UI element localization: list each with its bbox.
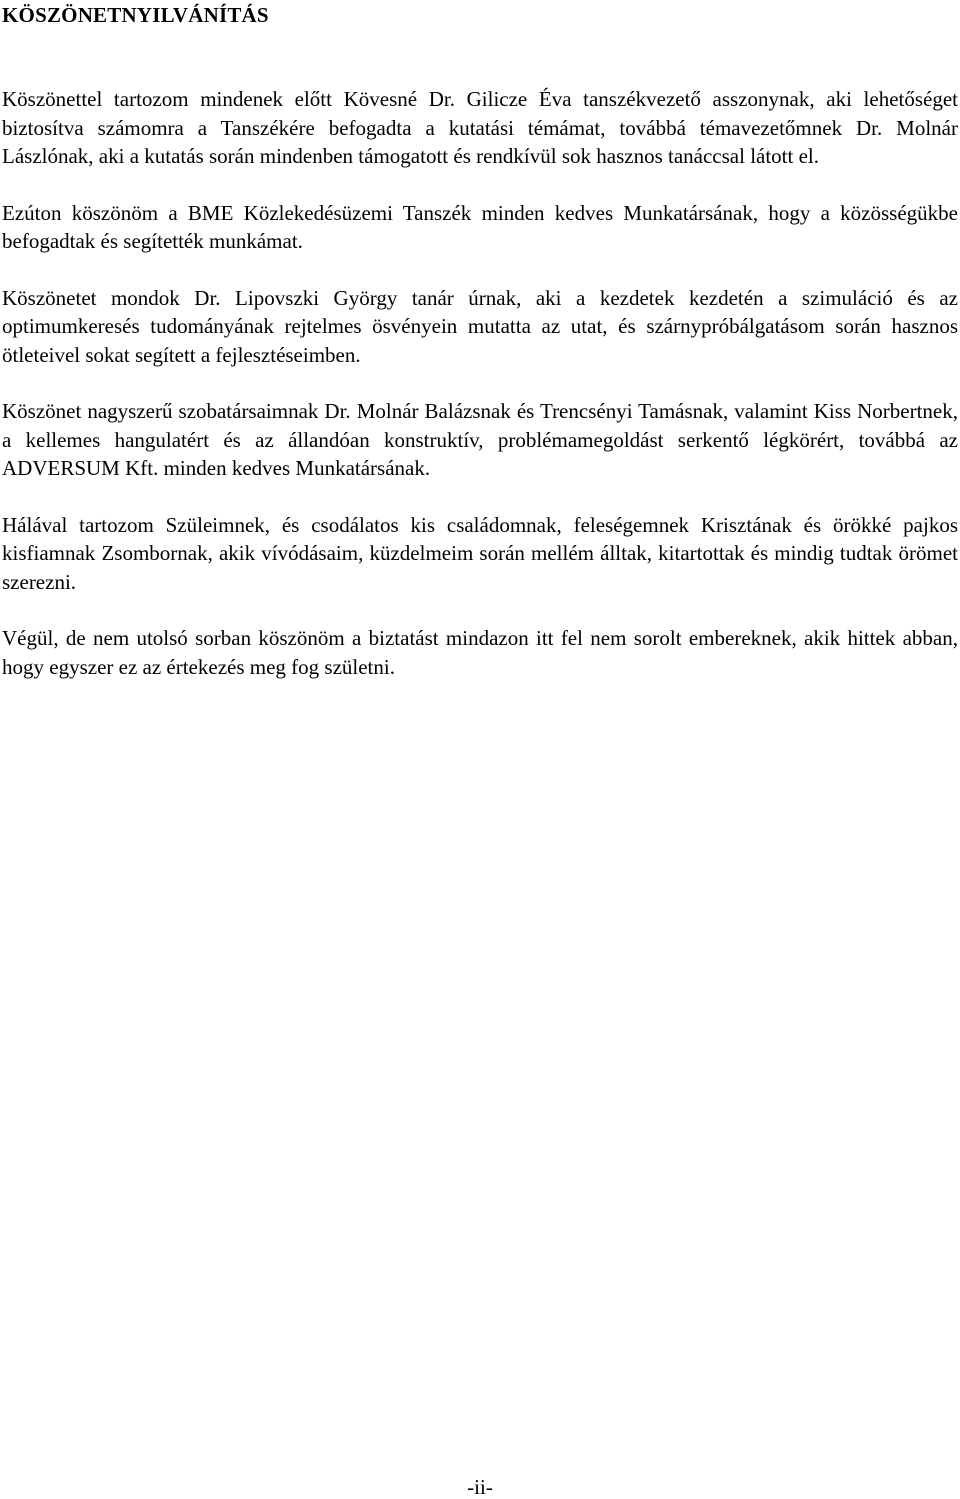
paragraph-gap xyxy=(2,369,958,397)
paragraph-5: Hálával tartozom Szüleimnek, és csodálatos kis családomnak, feleségemnek Krisztának és örökké pajkos kisfiamnak Zsombornak, akik vívódásaim, küzdelmeim során mellém álltak, kitartottak és mindig tudtak örömet szerezni. xyxy=(2,512,958,594)
page-number: -ii- xyxy=(467,1475,493,1499)
paragraph-gap xyxy=(2,171,958,199)
paragraph-gap xyxy=(2,596,958,624)
paragraph-gap xyxy=(2,256,958,284)
paragraph-4: Köszönet nagyszerű szobatársaimnak Dr. Molnár Balázsnak és Trencsényi Tamásnak, valamint Kiss Norbertnek, a kellemes hangulatért és az állandóan konstruktív, problémamegoldást serkentő légkörért, továbbá az ADVERSUM Kft. minden kedves Munkatársának. xyxy=(2,399,958,480)
paragraph-2: Ezúton köszönöm a BME Közlekedésüzemi Tanszék minden kedves Munkatársának, hogy a közösségükbe befogadtak és segítették munkámat. xyxy=(2,200,958,253)
acknowledgements-body xyxy=(2,85,958,681)
paragraph-3: Köszönetet mondok Dr. Lipovszki György tanár úrnak, aki a kezdetek kezdetén a szimuláció és az optimumkeresés tudományának rejtelmes ösvényein mutatta az utat, és szárnypróbálgatásom során hasznos ötleteivel sokat segített a fejlesztéseimben. xyxy=(2,285,958,367)
paragraph-gap xyxy=(2,483,958,511)
paragraph-6: Végül, de nem utolsó sorban köszönöm a biztatást mindazon itt fel nem sorolt embereknek, akik hittek abban, hogy egyszer ez az értekezés meg fog születni. xyxy=(2,626,958,679)
page-title: KÖSZÖNETNYILVÁNÍTÁS xyxy=(2,3,269,27)
paragraph-1: Köszönettel tartozom mindenek előtt Kövesné Dr. Gilicze Éva tanszékvezető asszonynak, aki lehetőséget biztosítva számomra a Tanszékére befogadta a kutatási témámat, továbbá témavezetőmnek Dr. Molnár Lászlónak, aki a kutatás során mindenben támogatott és rendkívül sok hasznos tanáccsal látott el. xyxy=(2,87,958,168)
